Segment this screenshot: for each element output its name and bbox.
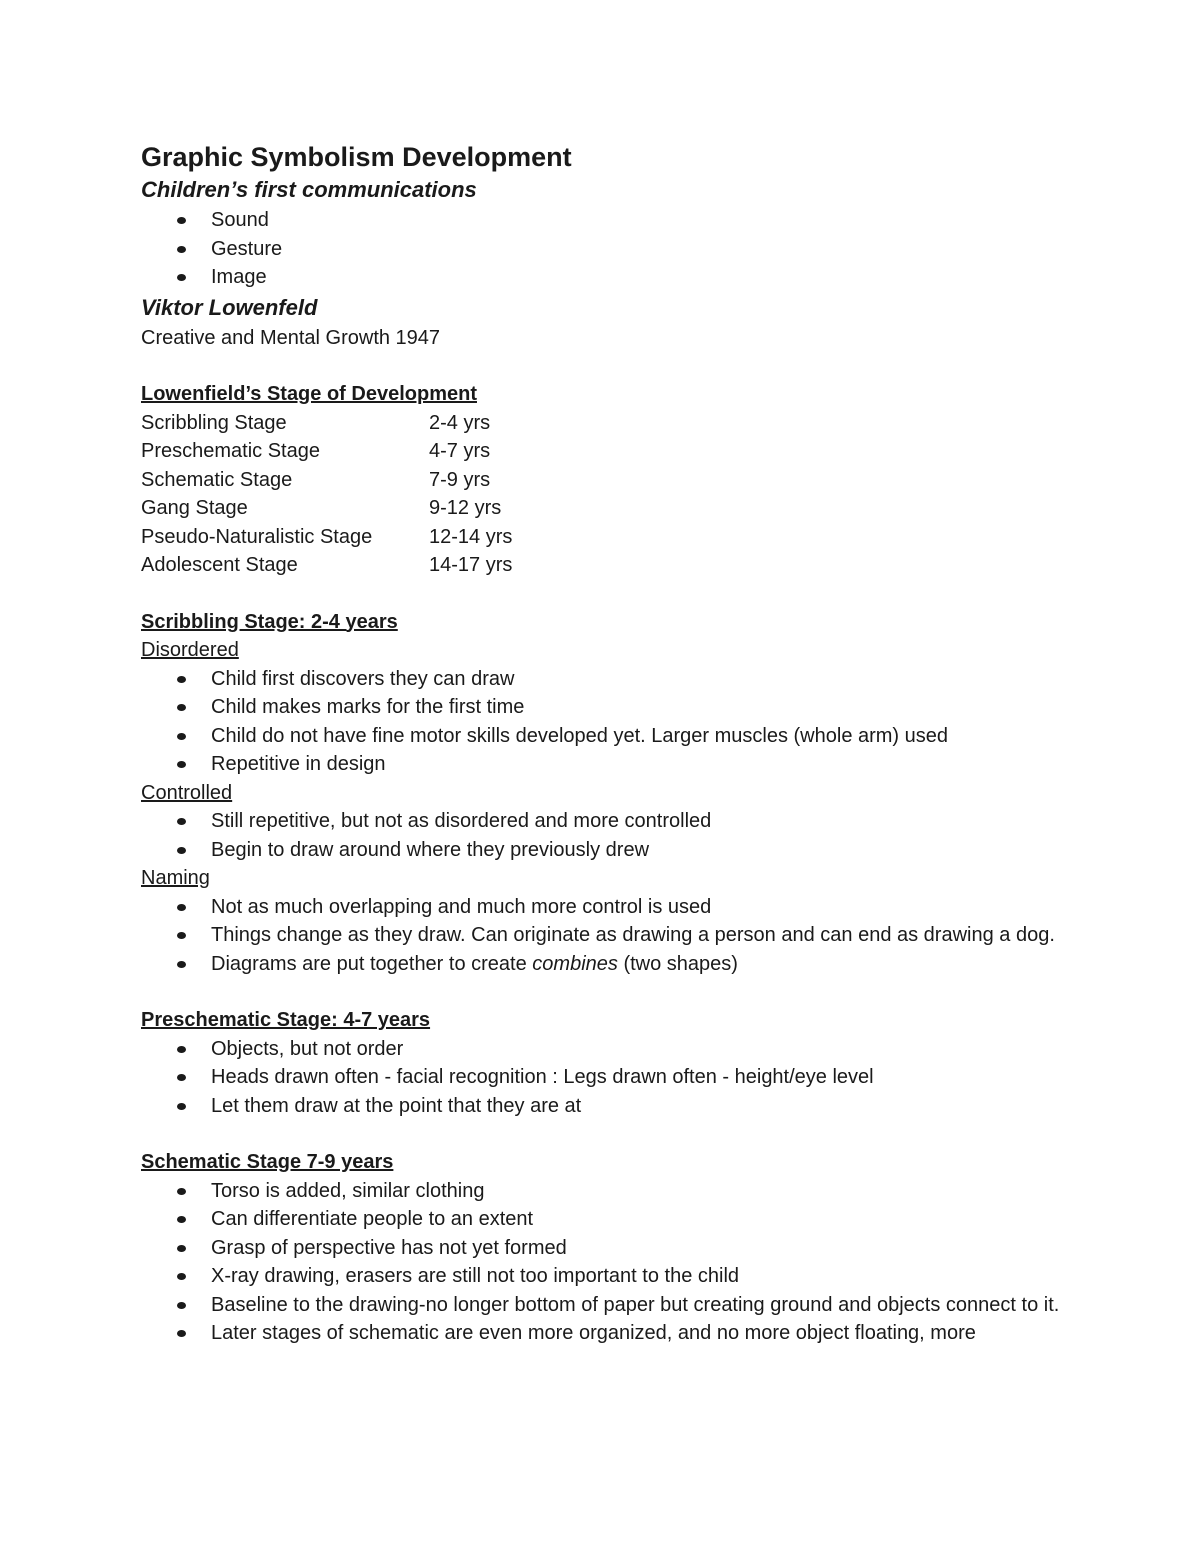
bullet-icon	[177, 1216, 186, 1223]
list-item: Diagrams are put together to create combines (two shapes)	[141, 950, 1081, 979]
bullet-icon	[177, 932, 186, 939]
list-item: X-ray drawing, erasers are still not too important to the child	[141, 1262, 1081, 1291]
stage-name: Pseudo-Naturalistic Stage	[141, 525, 373, 548]
schematic-heading: Schematic Stage 7-9 years	[141, 1151, 394, 1173]
emphasis-text: combines	[532, 952, 618, 975]
table-row	[141, 523, 512, 552]
bullet-icon	[177, 961, 186, 968]
list-item: Objects, but not order	[141, 1035, 1081, 1064]
list-item: Later stages of schematic are even more organized, and no more object floating, more	[141, 1319, 1081, 1348]
document-title: Graphic Symbolism Development	[141, 142, 572, 172]
controlled-list	[141, 807, 1081, 864]
bullet-icon	[177, 1046, 186, 1053]
stage-age: 14-17 yrs	[429, 554, 513, 576]
list-item: Heads drawn often - facial recognition : Legs drawn often - height/eye level	[141, 1063, 1081, 1092]
stages-table-heading: Lowenfield’s Stage of Development	[141, 383, 477, 405]
stage-age: 9-12 yrs	[429, 497, 502, 519]
list-item: Sound	[141, 206, 1081, 235]
bullet-icon	[177, 1302, 186, 1309]
list-item: Grasp of perspective has not yet formed	[141, 1234, 1081, 1263]
lowenfeld-heading: Viktor Lowenfeld	[141, 294, 318, 320]
bullet-icon	[177, 246, 186, 253]
preschematic-heading: Preschematic Stage: 4-7 years	[141, 1009, 431, 1031]
bullet-icon	[177, 217, 186, 224]
table-row	[141, 551, 512, 580]
bullet-icon	[177, 733, 186, 740]
disordered-label: Disordered	[141, 639, 239, 661]
spacer	[141, 978, 1081, 1006]
list-item: Still repetitive, but not as disordered and more controlled	[141, 807, 1081, 836]
scribbling-heading: Scribbling Stage: 2-4 years	[141, 610, 398, 633]
stage-age: 7-9 yrs	[429, 468, 491, 491]
document-content	[141, 140, 1081, 1348]
list-item: Repetitive in design	[141, 750, 1081, 779]
table-row	[141, 437, 512, 466]
bullet-icon	[177, 704, 186, 711]
preschematic-list	[141, 1035, 1081, 1121]
spacer	[141, 1120, 1081, 1148]
table-row	[141, 494, 512, 523]
list-item: Baseline to the drawing-no longer bottom of paper but creating ground and objects connect to it.	[141, 1291, 1081, 1320]
bullet-icon	[177, 847, 186, 854]
naming-label: Naming	[141, 867, 210, 889]
bullet-icon	[177, 904, 186, 911]
stage-age: 2-4 yrs	[429, 411, 491, 434]
bullet-icon	[177, 1074, 186, 1081]
list-item: Let them draw at the point that they are at	[141, 1092, 1081, 1121]
bullet-icon	[177, 818, 186, 825]
list-item: Not as much overlapping and much more control is used	[141, 893, 1081, 922]
bullet-icon	[177, 1103, 186, 1110]
list-item: Child makes marks for the first time	[141, 693, 1081, 722]
stage-age: 4-7 yrs	[429, 440, 491, 462]
first-communications-list	[141, 206, 1081, 292]
bullet-icon	[177, 676, 186, 683]
list-item: Child first discovers they can draw	[141, 665, 1081, 694]
bullet-icon	[177, 1330, 186, 1337]
stage-name: Scribbling Stage	[141, 411, 287, 434]
spacer	[141, 580, 1081, 608]
bullet-icon	[177, 1188, 186, 1195]
disordered-list	[141, 665, 1081, 779]
list-item: Torso is added, similar clothing	[141, 1177, 1081, 1206]
stages-table	[141, 409, 512, 580]
list-item: Child do not have fine motor skills developed yet. Larger muscles (whole arm) used	[141, 722, 1081, 751]
schematic-list	[141, 1177, 1081, 1348]
stage-name: Gang Stage	[141, 497, 248, 519]
bullet-icon	[177, 1273, 186, 1280]
list-item: Gesture	[141, 235, 1081, 264]
list-item: Can differentiate people to an extent	[141, 1205, 1081, 1234]
spacer	[141, 352, 1081, 380]
first-communications-heading: Children’s first communications	[141, 177, 477, 202]
stage-name: Preschematic Stage	[141, 440, 320, 462]
book-reference: Creative and Mental Growth 1947	[141, 326, 441, 349]
bullet-icon	[177, 1245, 186, 1252]
list-item: Begin to draw around where they previously drew	[141, 836, 1081, 865]
stage-age: 12-14 yrs	[429, 525, 513, 548]
bullet-icon	[177, 274, 186, 281]
list-item: Things change as they draw. Can originate as drawing a person and can end as drawing a dog.	[141, 921, 1081, 950]
bullet-icon	[177, 761, 186, 768]
naming-list	[141, 893, 1081, 979]
table-row	[141, 409, 512, 438]
stage-name: Adolescent Stage	[141, 554, 298, 576]
controlled-label: Controlled	[141, 781, 233, 804]
table-row	[141, 466, 512, 495]
list-item: Image	[141, 263, 1081, 292]
stage-name: Schematic Stage	[141, 468, 293, 491]
